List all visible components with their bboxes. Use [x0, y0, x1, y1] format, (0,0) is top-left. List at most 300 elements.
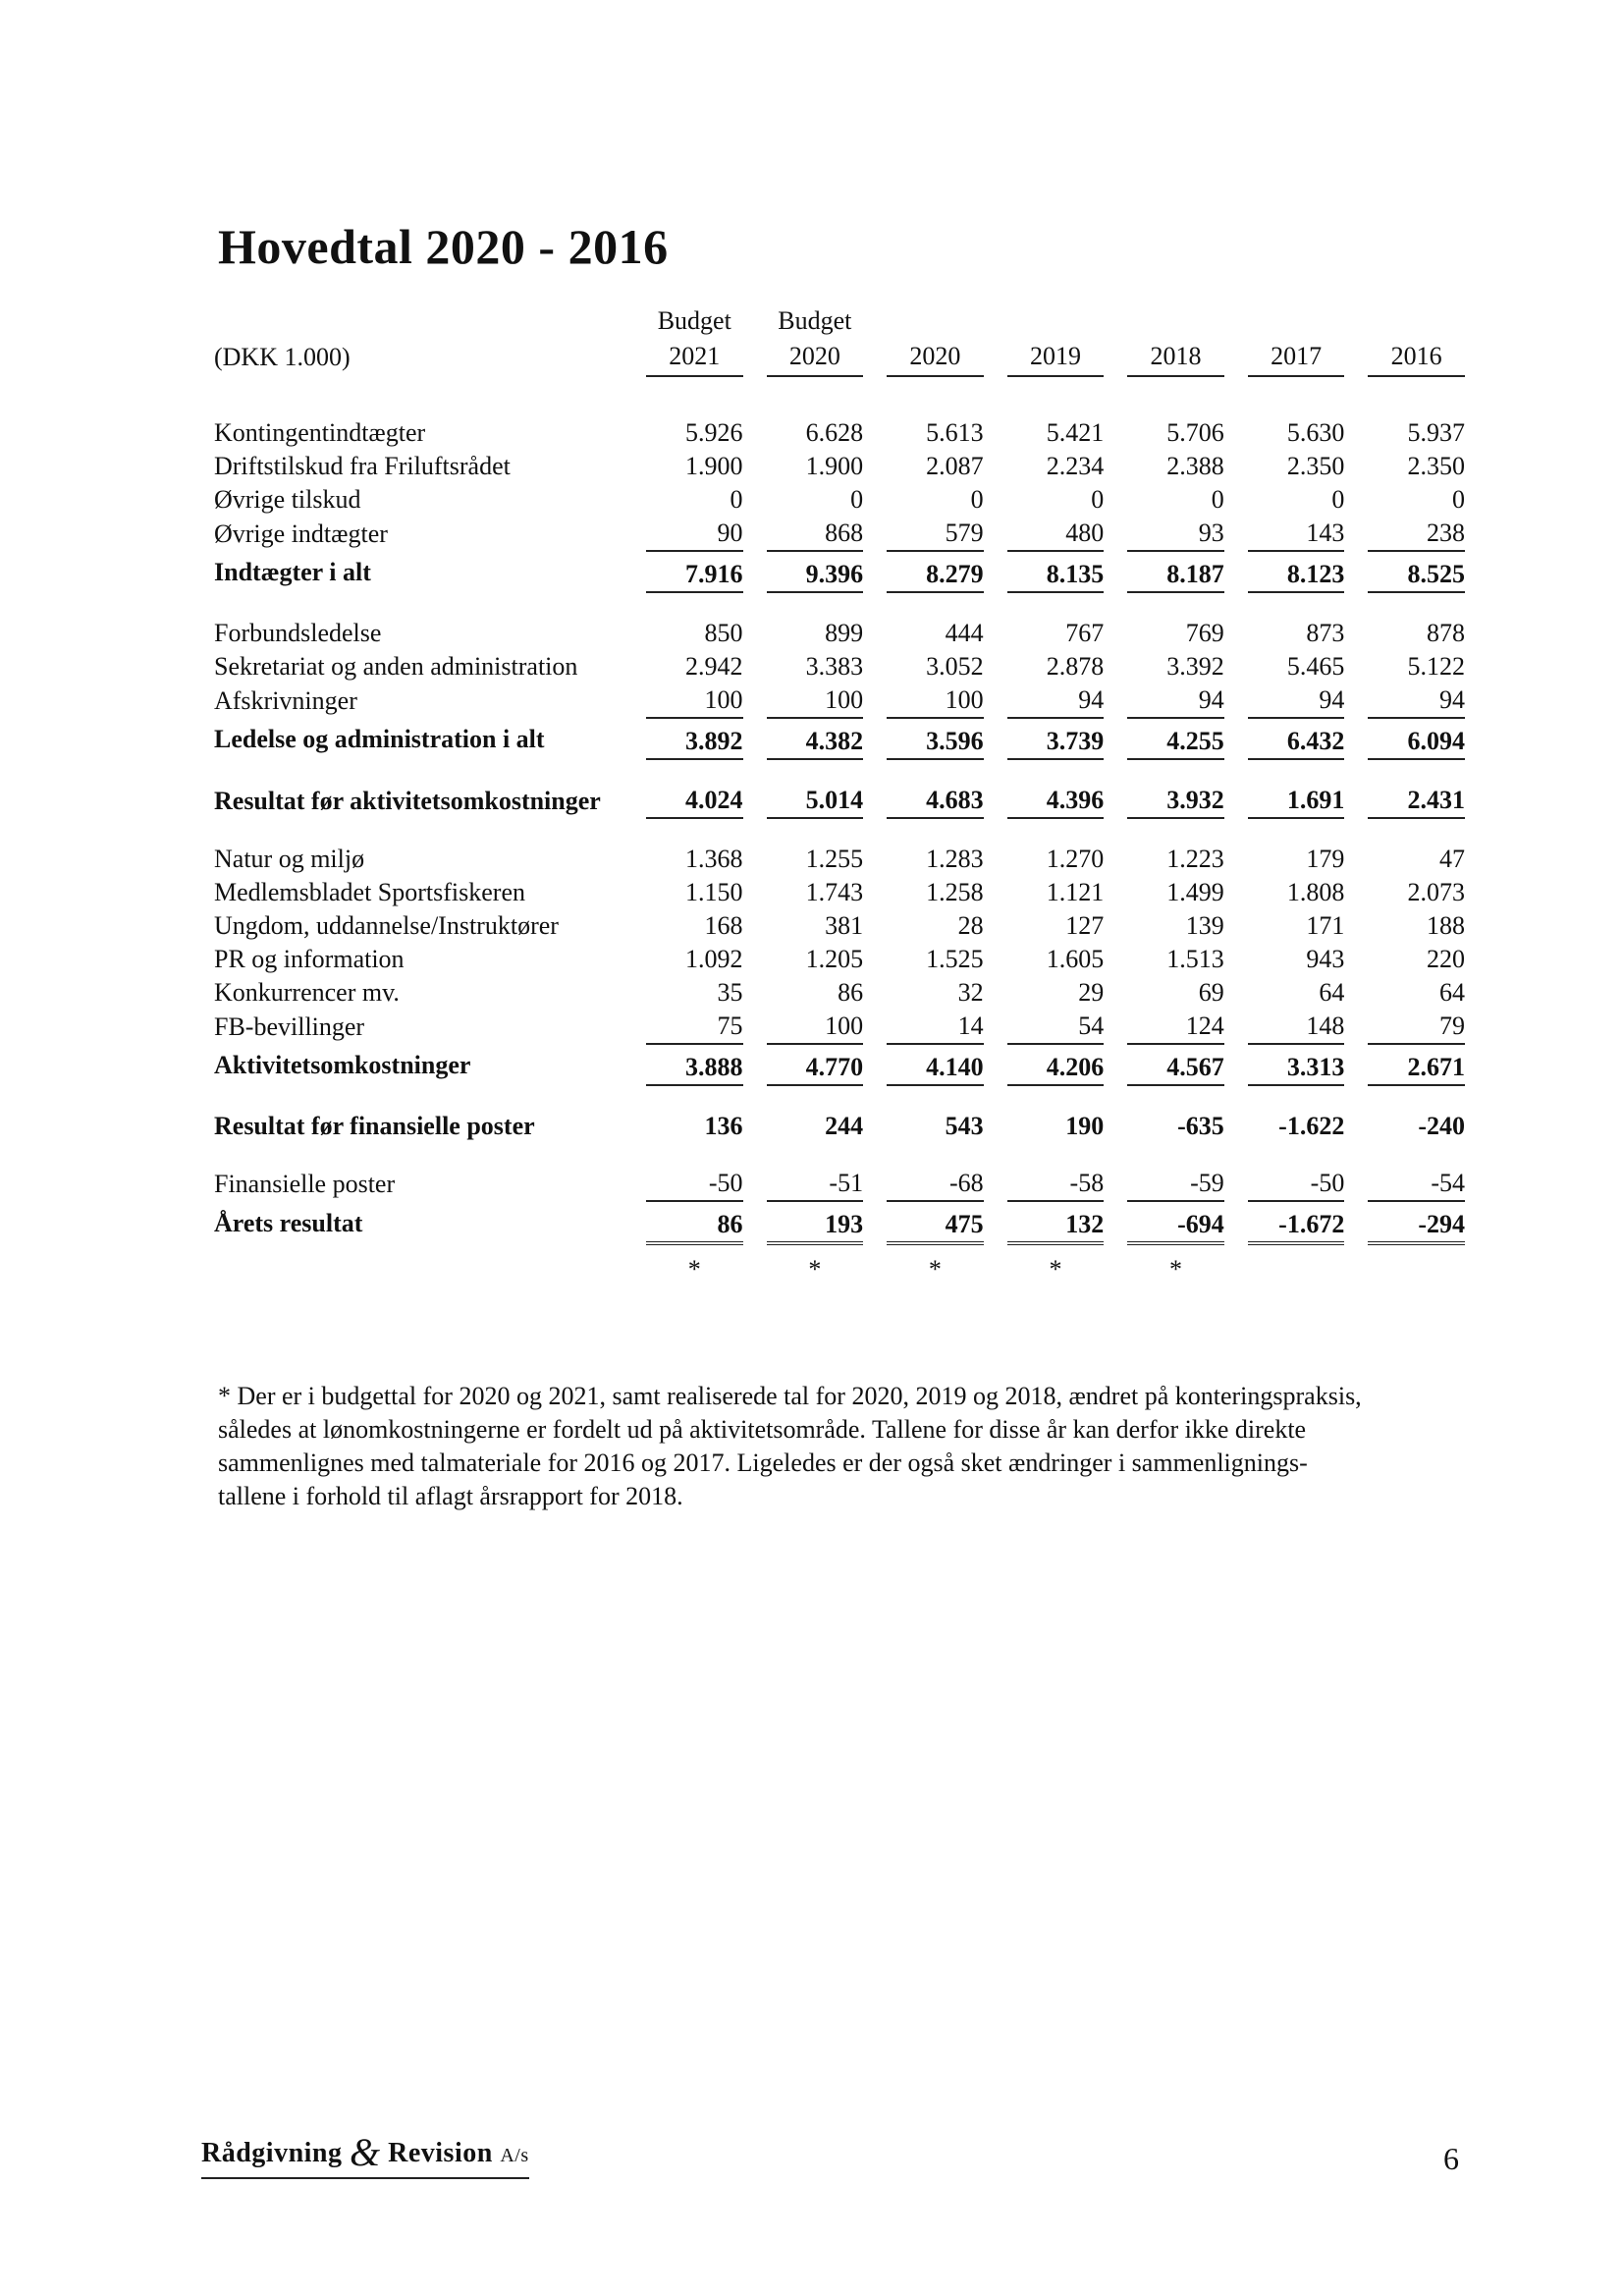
value-text: 2.350: [1407, 452, 1465, 480]
value-text: 3.596: [887, 719, 984, 760]
footnote-marker: [1350, 1245, 1471, 1294]
value-cell: [749, 1202, 870, 1245]
value-text: 100: [767, 683, 864, 719]
value-text: 0: [1331, 485, 1345, 514]
table-row: [214, 650, 1471, 683]
value-text: 8.525: [1368, 552, 1465, 593]
value-cell: [628, 784, 749, 819]
value-cell: [990, 943, 1110, 976]
row-label: Kontingentindtægter: [214, 418, 426, 447]
footnote-marker-text: *: [687, 1255, 701, 1284]
table-row: [214, 1167, 1471, 1202]
header-cell-text: 2018: [1127, 338, 1224, 377]
value-cell: [749, 517, 870, 552]
row-label: Konkurrencer mv.: [214, 978, 400, 1007]
column-year: [990, 338, 1110, 377]
value-cell: [749, 552, 870, 593]
value-cell: [1109, 617, 1230, 650]
row-label: PR og information: [214, 945, 405, 973]
value-text: 100: [646, 683, 743, 719]
value-cell: [1230, 943, 1351, 976]
value-text: 769: [1185, 619, 1224, 647]
footnote-marker-text: *: [1049, 1255, 1062, 1284]
footnote-marker: [1230, 1245, 1351, 1294]
value-cell: [1230, 1202, 1351, 1245]
value-text: 86: [838, 978, 864, 1007]
value-cell: [990, 1045, 1110, 1086]
value-cell: [628, 1202, 749, 1245]
value-text: -294: [1368, 1202, 1465, 1245]
value-cell: [1350, 650, 1471, 683]
value-cell: [1230, 909, 1351, 943]
value-cell: [628, 617, 749, 650]
spacer-row: [214, 1086, 1471, 1110]
value-text: 868: [767, 517, 864, 552]
value-text: 94: [1368, 683, 1465, 719]
value-cell: [749, 416, 870, 450]
value-text: 943: [1306, 945, 1345, 973]
value-cell: [628, 1045, 749, 1086]
value-text: 93: [1127, 517, 1224, 552]
value-cell: [749, 483, 870, 517]
spacer-row: [214, 819, 1471, 843]
value-text: -51: [767, 1167, 864, 1202]
value-text: 444: [945, 619, 984, 647]
value-text: 9.396: [767, 552, 864, 593]
value-text: 8.187: [1127, 552, 1224, 593]
footnote-marker: [628, 1245, 749, 1294]
value-text: 168: [704, 911, 743, 940]
value-cell: [1109, 650, 1230, 683]
value-cell: [628, 876, 749, 909]
table-row: [214, 976, 1471, 1010]
value-text: 543: [945, 1112, 984, 1140]
value-cell: [1350, 1110, 1471, 1143]
value-cell: [628, 1110, 749, 1143]
value-text: 2.350: [1286, 452, 1345, 480]
value-text: 47: [1439, 845, 1465, 873]
value-cell: [749, 450, 870, 483]
value-cell: [1109, 1110, 1230, 1143]
value-cell: [1350, 1167, 1471, 1202]
footnote-marker-text: *: [808, 1255, 822, 1284]
value-cell: [628, 843, 749, 876]
value-cell: [628, 416, 749, 450]
value-text: 873: [1306, 619, 1345, 647]
value-cell: [1230, 483, 1351, 517]
table-row: [214, 943, 1471, 976]
value-text: 94: [1248, 683, 1345, 719]
value-text: 8.135: [1007, 552, 1105, 593]
value-text: 3.739: [1007, 719, 1105, 760]
value-text: 220: [1427, 945, 1465, 973]
star-label: [214, 1245, 628, 1294]
row-label: Øvrige indtægter: [214, 519, 388, 548]
column-budget-label: [1350, 304, 1471, 338]
footer-brand-logo: [201, 2129, 529, 2179]
value-text: 2.073: [1407, 878, 1465, 906]
row-label: FB-bevillinger: [214, 1012, 365, 1041]
value-cell: [990, 416, 1110, 450]
column-year: [628, 338, 749, 377]
footnote-marker: [1109, 1245, 1230, 1294]
value-text: 0: [1211, 485, 1224, 514]
value-text: 1.283: [926, 845, 984, 873]
value-cell: [1350, 683, 1471, 719]
value-text: 475: [887, 1202, 984, 1245]
value-cell: [1109, 483, 1230, 517]
value-text: 4.382: [767, 719, 864, 760]
value-cell: [1109, 943, 1230, 976]
value-cell: [1230, 552, 1351, 593]
header-cell-text: 2021: [646, 338, 743, 377]
value-cell: [869, 1010, 990, 1045]
value-cell: [1350, 976, 1471, 1010]
value-cell: [628, 1010, 749, 1045]
value-text: 1.270: [1046, 845, 1105, 873]
value-cell: [869, 552, 990, 593]
value-text: 767: [1065, 619, 1105, 647]
value-text: 0: [850, 485, 864, 514]
value-text: 3.932: [1127, 784, 1224, 819]
header-cell-text: 2020: [887, 338, 984, 377]
value-cell: [869, 517, 990, 552]
value-text: 193: [767, 1202, 864, 1245]
value-cell: [1350, 876, 1471, 909]
value-cell: [1109, 683, 1230, 719]
value-text: 29: [1078, 978, 1105, 1007]
value-cell: [749, 943, 870, 976]
value-text: 148: [1248, 1010, 1345, 1045]
value-cell: [1230, 976, 1351, 1010]
value-text: -694: [1127, 1202, 1224, 1245]
value-text: 4.567: [1127, 1045, 1224, 1086]
value-cell: [1350, 719, 1471, 760]
footnote-line: tallene i forhold til aflagt årsrapport for 2018.: [218, 1482, 683, 1510]
value-cell: [628, 1167, 749, 1202]
value-text: 171: [1306, 911, 1345, 940]
value-text: 0: [1452, 485, 1465, 514]
value-text: 64: [1439, 978, 1465, 1007]
value-text: 127: [1065, 911, 1105, 940]
column-year: [1230, 338, 1351, 377]
page-title: Hovedtal 2020 - 2016: [218, 219, 669, 274]
column-budget-label: [749, 304, 870, 338]
value-text: 5.937: [1407, 418, 1465, 447]
value-text: 2.878: [1046, 652, 1105, 681]
value-cell: [628, 719, 749, 760]
value-cell: [1109, 1167, 1230, 1202]
value-cell: [628, 976, 749, 1010]
header-cell-text: 2017: [1248, 338, 1345, 377]
spacer-row: [214, 760, 1471, 784]
row-label: Ledelse og administration i alt: [214, 725, 545, 753]
value-text: 14: [887, 1010, 984, 1045]
value-text: 190: [1065, 1112, 1105, 1140]
value-cell: [628, 909, 749, 943]
value-cell: [1109, 909, 1230, 943]
value-text: 139: [1185, 911, 1224, 940]
value-cell: [628, 483, 749, 517]
table-row: [214, 719, 1471, 760]
value-cell: [1109, 1202, 1230, 1245]
value-text: 4.140: [887, 1045, 984, 1086]
row-label: Resultat før aktivitetsomkostninger: [214, 787, 601, 815]
value-text: 69: [1198, 978, 1224, 1007]
row-label: Resultat før finansielle poster: [214, 1112, 535, 1140]
value-text: 1.150: [685, 878, 743, 906]
value-cell: [628, 450, 749, 483]
value-text: 3.313: [1248, 1045, 1345, 1086]
value-text: 5.465: [1286, 652, 1345, 681]
value-text: 8.279: [887, 552, 984, 593]
value-cell: [1230, 617, 1351, 650]
footnote-line: sammenlignes med talmateriale for 2016 og 2017. Ligeledes er der også sket ændringer i sammenlignings-: [218, 1449, 1308, 1477]
value-text: 4.024: [646, 784, 743, 819]
value-cell: [1230, 784, 1351, 819]
value-cell: [749, 1110, 870, 1143]
value-text: 2.942: [685, 652, 743, 681]
value-text: 878: [1427, 619, 1465, 647]
value-cell: [869, 1167, 990, 1202]
footnote-marker: [749, 1245, 870, 1294]
table-row: [214, 843, 1471, 876]
row-label: Natur og miljø: [214, 845, 365, 873]
value-cell: [869, 719, 990, 760]
value-cell: [1109, 450, 1230, 483]
value-cell: [628, 517, 749, 552]
table-row: [214, 876, 1471, 909]
spacer-row: [214, 1143, 1471, 1167]
value-text: 381: [825, 911, 864, 940]
spacer-cell: [214, 1086, 1471, 1110]
value-cell: [628, 552, 749, 593]
value-cell: [749, 617, 870, 650]
header-cell-text: 2020: [767, 338, 864, 377]
value-text: 1.368: [685, 845, 743, 873]
value-text: 3.892: [646, 719, 743, 760]
value-text: 4.683: [887, 784, 984, 819]
value-cell: [1230, 1110, 1351, 1143]
value-cell: [1109, 843, 1230, 876]
value-cell: [1109, 976, 1230, 1010]
value-text: 86: [646, 1202, 743, 1245]
value-cell: [1350, 1010, 1471, 1045]
value-cell: [628, 650, 749, 683]
value-text: 7.916: [646, 552, 743, 593]
header-row-budget: [214, 304, 1471, 338]
value-text: 579: [887, 517, 984, 552]
column-year: [1350, 338, 1471, 377]
value-text: 179: [1306, 845, 1345, 873]
value-cell: [1109, 517, 1230, 552]
value-text: 3.888: [646, 1045, 743, 1086]
header-cell-text: Budget: [778, 306, 852, 335]
value-cell: [1350, 1045, 1471, 1086]
header-row-years: [214, 338, 1471, 377]
value-cell: [1230, 876, 1351, 909]
row-label: Indtægter i alt: [214, 558, 371, 586]
value-cell: [1350, 617, 1471, 650]
value-text: 5.421: [1046, 418, 1105, 447]
column-year: [1109, 338, 1230, 377]
row-label: Aktivitetsomkostninger: [214, 1051, 471, 1079]
value-text: 6.432: [1248, 719, 1345, 760]
value-cell: [990, 719, 1110, 760]
value-text: 4.255: [1127, 719, 1224, 760]
spacer-row: [214, 377, 1471, 416]
value-text: 1.499: [1166, 878, 1224, 906]
value-cell: [869, 843, 990, 876]
value-text: 6.094: [1368, 719, 1465, 760]
value-text: -54: [1368, 1167, 1465, 1202]
value-text: 0: [1091, 485, 1105, 514]
spacer-cell: [214, 593, 1471, 617]
value-cell: [1230, 719, 1351, 760]
value-cell: [1350, 843, 1471, 876]
row-label: Øvrige tilskud: [214, 485, 361, 514]
table-row: [214, 416, 1471, 450]
value-text: 1.255: [805, 845, 864, 873]
value-text: 3.052: [926, 652, 984, 681]
value-text: 1.900: [805, 452, 864, 480]
value-cell: [990, 784, 1110, 819]
value-cell: [1230, 1010, 1351, 1045]
value-cell: [990, 650, 1110, 683]
value-text: -50: [646, 1167, 743, 1202]
value-text: 1.605: [1046, 945, 1105, 973]
value-text: 850: [704, 619, 743, 647]
brand-part2: Revision: [388, 2138, 493, 2168]
header-label: [214, 304, 628, 338]
value-text: 8.123: [1248, 552, 1345, 593]
value-cell: [749, 909, 870, 943]
table-row: [214, 1045, 1471, 1086]
value-cell: [990, 909, 1110, 943]
value-text: 1.258: [926, 878, 984, 906]
column-year: [869, 338, 990, 377]
value-cell: [869, 909, 990, 943]
header-label: (DKK 1.000): [214, 343, 351, 371]
value-cell: [749, 976, 870, 1010]
row-label: Driftstilskud fra Friluftsrådet: [214, 452, 511, 480]
table-row: [214, 450, 1471, 483]
table-row: [214, 552, 1471, 593]
value-text: 100: [887, 683, 984, 719]
value-text: 143: [1248, 517, 1345, 552]
value-text: 100: [767, 1010, 864, 1045]
value-cell: [1109, 416, 1230, 450]
row-label: Forbundsledelse: [214, 619, 382, 647]
footnote-marker: [869, 1245, 990, 1294]
value-text: 1.743: [805, 878, 864, 906]
value-text: 124: [1127, 1010, 1224, 1045]
table-row: [214, 517, 1471, 552]
value-cell: [990, 1202, 1110, 1245]
value-cell: [990, 683, 1110, 719]
value-text: 1.808: [1286, 878, 1345, 906]
value-text: 244: [825, 1112, 864, 1140]
value-text: 5.122: [1407, 652, 1465, 681]
value-cell: [1109, 1010, 1230, 1045]
value-cell: [869, 483, 990, 517]
value-text: 6.628: [805, 418, 864, 447]
value-text: 0: [970, 485, 984, 514]
value-cell: [1230, 450, 1351, 483]
value-text: 0: [730, 485, 743, 514]
value-cell: [869, 650, 990, 683]
row-label: Årets resultat: [214, 1209, 363, 1237]
value-cell: [1230, 683, 1351, 719]
value-text: 3.383: [805, 652, 864, 681]
spacer-row: [214, 593, 1471, 617]
value-cell: [869, 1045, 990, 1086]
value-text: 2.431: [1368, 784, 1465, 819]
value-text: 4.206: [1007, 1045, 1105, 1086]
table-row: [214, 617, 1471, 650]
value-cell: [990, 843, 1110, 876]
value-text: 2.087: [926, 452, 984, 480]
value-text: 899: [825, 619, 864, 647]
value-cell: [869, 450, 990, 483]
value-cell: [990, 1010, 1110, 1045]
column-budget-label: [990, 304, 1110, 338]
footnote: [218, 1380, 1455, 1513]
value-text: 54: [1007, 1010, 1105, 1045]
value-text: -240: [1418, 1112, 1465, 1140]
footnote-marker: [990, 1245, 1110, 1294]
value-text: 238: [1368, 517, 1465, 552]
value-cell: [1230, 517, 1351, 552]
value-cell: [869, 784, 990, 819]
value-cell: [1109, 1045, 1230, 1086]
value-text: 94: [1127, 683, 1224, 719]
value-cell: [869, 416, 990, 450]
value-text: -59: [1127, 1167, 1224, 1202]
value-text: 5.630: [1286, 418, 1345, 447]
value-cell: [869, 683, 990, 719]
value-cell: [1350, 416, 1471, 450]
value-text: 480: [1007, 517, 1105, 552]
value-text: 1.900: [685, 452, 743, 480]
footnote-marker-row: [214, 1245, 1471, 1294]
value-text: 28: [957, 911, 984, 940]
column-budget-label: [869, 304, 990, 338]
value-text: 32: [957, 978, 984, 1007]
value-cell: [990, 1167, 1110, 1202]
value-text: 1.205: [805, 945, 864, 973]
value-cell: [1230, 1045, 1351, 1086]
value-cell: [1350, 450, 1471, 483]
spacer-cell: [214, 819, 1471, 843]
spacer-cell: [214, 760, 1471, 784]
value-cell: [990, 517, 1110, 552]
header-cell-text: 2016: [1368, 338, 1465, 377]
value-text: 4.396: [1007, 784, 1105, 819]
footnote-marker-text: *: [1169, 1255, 1182, 1284]
value-cell: [990, 1110, 1110, 1143]
footnote-line: * Der er i budgettal for 2020 og 2021, samt realiserede tal for 2020, 2019 og 2018, ændret på konteringspraksis,: [218, 1382, 1362, 1410]
value-cell: [749, 1167, 870, 1202]
value-text: 3.392: [1166, 652, 1224, 681]
table-row: [214, 1202, 1471, 1245]
value-cell: [869, 976, 990, 1010]
value-cell: [1350, 909, 1471, 943]
row-label: Ungdom, uddannelse/Instruktører: [214, 911, 559, 940]
value-cell: [628, 683, 749, 719]
value-cell: [749, 1045, 870, 1086]
table-row: [214, 909, 1471, 943]
